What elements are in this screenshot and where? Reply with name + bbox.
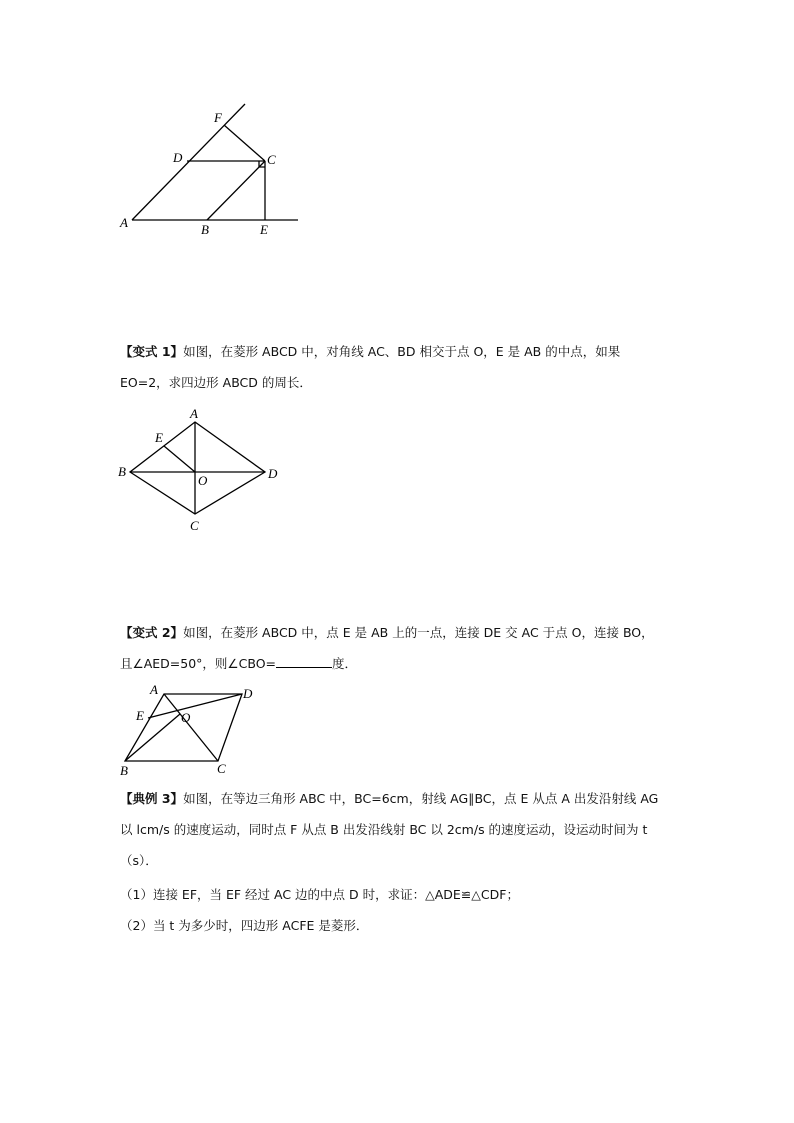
- figure-rhombus-eo: [110, 400, 300, 540]
- label-c: C: [217, 761, 226, 776]
- example3-text1: 如图，在等边三角形 ABC 中，BC=6cm，射线 AG∥BC，点 E 从点 A 出发沿射线 AG: [183, 791, 659, 806]
- label-e: E: [155, 430, 163, 445]
- label-a: A: [190, 406, 198, 421]
- answer-blank: [276, 655, 332, 668]
- line-af-ray: [132, 104, 245, 220]
- segment-eo: [164, 446, 195, 472]
- example3-text3: （s）．: [120, 853, 158, 868]
- example3-part2: [120, 910, 690, 941]
- label-b: B: [120, 763, 128, 778]
- variant2-text1: 如图，在菱形 ABCD 中，点 E 是 AB 上的一点，连接 DE 交 AC 于点 O，连接 BO，: [183, 625, 654, 640]
- example3-tag: 【典例 3】: [120, 791, 184, 806]
- label-e: E: [136, 708, 144, 723]
- label-d: D: [173, 150, 183, 165]
- rhombus-abcd: [130, 422, 265, 514]
- example3-part1: [120, 879, 690, 910]
- variant1-line1: [120, 336, 690, 367]
- label-a: A: [150, 682, 158, 697]
- line-fc: [224, 125, 265, 161]
- example3-line2: [120, 814, 690, 845]
- variant2-line2: [120, 648, 690, 679]
- segment-bo: [125, 714, 180, 761]
- label-o: O: [181, 710, 191, 725]
- example3-text2: 以 lcm/s 的速度运动，同时点 F 从点 B 出发沿线射 BC 以 2cm/s 的速度运动，设运动时间为 t: [120, 822, 648, 837]
- label-b: B: [118, 464, 126, 479]
- variant2-tag: 【变式 2】: [120, 625, 184, 640]
- diagonal-ac: [164, 694, 218, 761]
- variant1-text2: EO=2，求四边形 ABCD 的周长．: [120, 375, 312, 390]
- label-d: D: [268, 466, 278, 481]
- variant1-tag: 【变式 1】: [120, 344, 184, 359]
- label-o: O: [198, 473, 208, 488]
- example3-part1-text: （1）连接 EF，当 EF 经过 AC 边的中点 D 时，求证：△ADE≌△CDF；: [120, 887, 519, 902]
- label-c: C: [190, 518, 199, 533]
- variant2-text2b: 度．: [332, 656, 358, 671]
- variant2-text2a: 且∠AED=50°，则∠CBO=: [120, 656, 277, 671]
- label-e: E: [260, 222, 268, 237]
- rhombus-abcd: [125, 694, 242, 761]
- figure-rhombus-de: [110, 680, 270, 780]
- example3-line3: [120, 845, 690, 876]
- example3-line1: [120, 783, 690, 814]
- label-c: C: [267, 152, 276, 167]
- variant1-line2: [120, 367, 690, 398]
- label-f: F: [214, 110, 222, 125]
- variant1-text1: 如图，在菱形 ABCD 中，对角线 AC、BD 相交于点 O，E 是 AB 的中点，如果: [183, 344, 621, 359]
- line-bc: [207, 161, 265, 220]
- example3-part2-text: （2）当 t 为多少时，四边形 ACFE 是菱形．: [120, 918, 369, 933]
- figure-parallelogram-afe: [110, 95, 310, 245]
- label-a: A: [120, 215, 128, 230]
- label-b: B: [201, 222, 209, 237]
- label-d: D: [243, 686, 253, 701]
- variant2-line1: [120, 617, 690, 648]
